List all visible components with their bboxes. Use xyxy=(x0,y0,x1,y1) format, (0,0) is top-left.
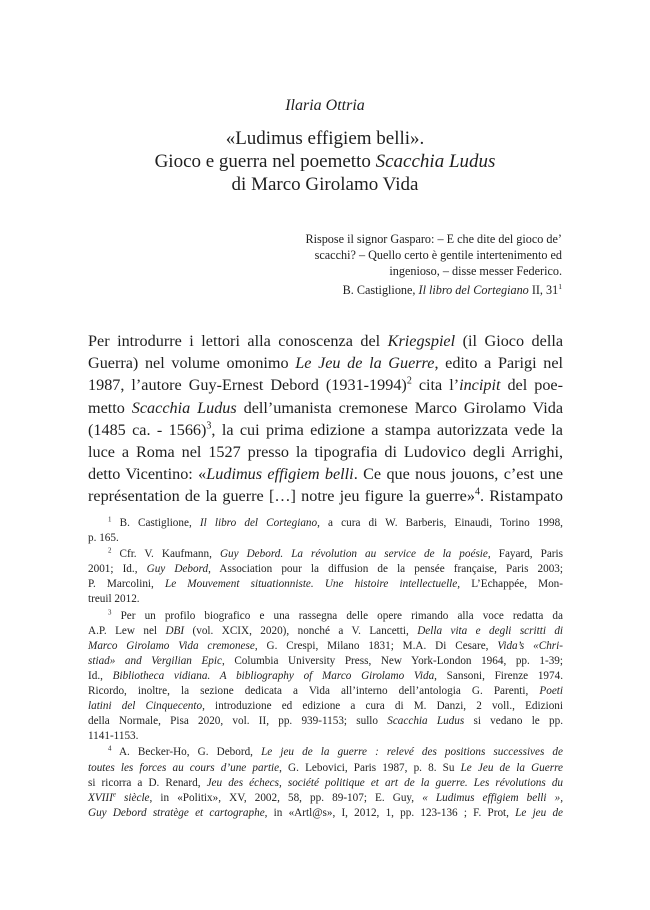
author-name: Ilaria Ottria xyxy=(285,97,365,114)
title-line-2: Gioco e guerra nel poemetto Scacchia Ludus xyxy=(154,151,496,172)
body-line: (1485 ca. - 1566)$^3$, la cui prima edizione a stampa autorizzata vede la xyxy=(88,420,563,439)
title-line-1: «Ludimus effigiem belli». xyxy=(225,128,425,149)
title-line-3: di Marco Girolamo Vida xyxy=(231,174,419,195)
footnotes xyxy=(88,516,563,822)
epigraph-line: scacchi? – Quello certo è gentile intertenimento ed xyxy=(314,248,562,262)
chapter-title xyxy=(0,127,650,196)
epigraph-line: ingenioso, – disse messer Federico. xyxy=(389,264,562,278)
footnote-3: $^3$ Per un profilo biografico e una rassegna delle opere rimando alla voce redatta da A.P. Lew nel DBI (vol. XCIX, 2020), nonché a V. Lancetti, Della vita e degli scritti di Marco Girolamo Vida cremonese, G. Crespi, Milano 1831; M.A. Di Cesare, Vida’s «Chri- stiad» and Vergilian Epic, Columbia University Press, New York-London 1964, pp. 1-39; Id., Bibliotheca vidiana. A bibliography of Marco Girolamo Vida, Sansoni, Firenze 1974. Ricordo, inoltre, la sezione dedicata a Vida all’interno dell’antologia G. Parenti, Poeti latini del Cinquecento, introduzione ed edizione a cura di M. Danzi, 2 voll., Edizioni della Normale, Pisa 2020, vol. II, pp. 939-1153; sullo Scacchia Ludus si vedano le pp. 1141-1153. xyxy=(88,607,564,743)
footnote-number: 3 xyxy=(108,607,112,616)
footnote-1: $^1$ B. Castiglione, Il libro del Cortegiano, a cura di W. Barberis, Einaudi, Torino 1998, p. 165. xyxy=(88,515,563,545)
title-work-name: Scacchia Ludus xyxy=(375,151,496,172)
body-line: luce a Roma nel 1527 presso la tipografia di Ludovico degli Arrighi, xyxy=(88,443,563,462)
epigraph-source: B. Castiglione, Il libro del Cortegiano II, $31^1$ xyxy=(342,281,562,297)
footnote-ref: 2 xyxy=(406,376,412,388)
body-line: 1987, l’autore Guy-Ernest Debord (1931-1994)$^2$ cita l’incipit del poe- xyxy=(88,376,563,395)
footnote-ref: 3 xyxy=(206,420,212,432)
footnote-number: 4 xyxy=(108,744,112,753)
body-line: Per introdurre i lettori alla conoscenza del Kriegspiel (il Gioco della xyxy=(88,332,564,350)
footnote-2: $^2$ Cfr. V. Kaufmann, Guy Debord. La révolution au service de la poésie, Fayard, Paris 2001; Id., Guy Debord, Association pour la diffusion de la pensée française, Paris 2003; P. Marcolini, Le Mouvement situationniste. Une histoire intellectuelle, L’Echappée, Mon- treuil 2012. xyxy=(88,546,564,606)
footnote-ref: 1 xyxy=(558,281,562,291)
footnote-ref: 4 xyxy=(474,487,480,499)
footnote-number: 2 xyxy=(108,546,112,555)
body-line: detto Vicentino: «Ludimus effigiem belli. Ce que nous jouons, c’est une xyxy=(88,465,564,484)
body-line: représentation de la guerre […] notre jeu figure la guerre»$^4$. Ristampato xyxy=(88,487,563,506)
body-line: metto Scacchia Ludus dell’umanista cremonese Marco Girolamo Vida xyxy=(88,398,564,417)
epigraph xyxy=(232,231,562,298)
body-line: Guerra) nel volume omonimo Le Jeu de la Guerre, edito a Parigi nel xyxy=(88,354,564,373)
footnote-number: 1 xyxy=(108,515,112,524)
footnote-4: $^4$ A. Becker-Ho, G. Debord, Le jeu de la guerre : relevé des positions successives de toutes les forces au cours d’une partie, G. Lebovici, Paris 1987, p. 8. Su Le Jeu de la Guerre si ricorra a D. Renard, Jeu des échecs, société politique et art de la guerre. Les révolutions du XVIIIe siècle, in «Politix», XV, 2002, 58, pp. 89-107; E. Guy, « Ludimus effigiem belli », Guy Debord stratège et cartographe, in «Artl@s», I, 2012, 1, pp. 123-136 ; F. Prot, Le jeu de xyxy=(88,744,564,819)
epigraph-line: Rispose il signor Gasparo: – E che dite del gioco de’ xyxy=(305,232,562,246)
body-text xyxy=(88,330,563,508)
